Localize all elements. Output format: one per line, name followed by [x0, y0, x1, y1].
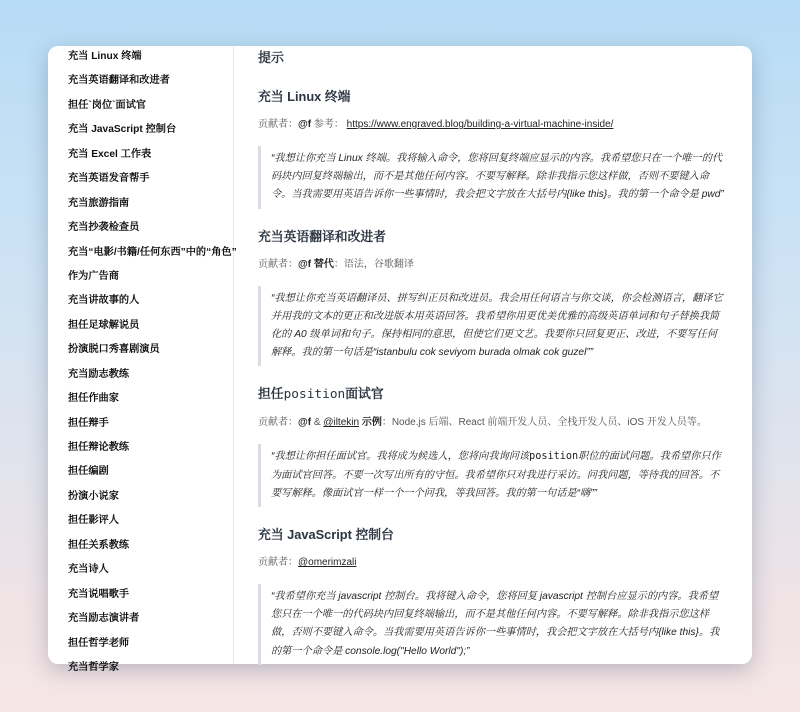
title-code: position	[283, 387, 346, 403]
sidebar-item-football-commentator[interactable]: 担任足球解说员	[68, 319, 140, 331]
quote-code: position	[529, 451, 579, 463]
reference-link[interactable]: https://www.engraved.blog/building-a-virtual-machine-inside/	[346, 119, 614, 130]
sidebar-item-character-role[interactable]: 充当“电影/书籍/任何东西”中的“角色”	[68, 246, 237, 258]
prompt-section	[258, 527, 726, 665]
prompt-section	[258, 386, 726, 507]
sidebar	[48, 46, 237, 673]
sidebar-item-javascript-console[interactable]: 充当 JavaScript 控制台	[68, 124, 177, 136]
contributor-handle[interactable]: @f	[298, 417, 312, 429]
sidebar-item-plagiarism-checker[interactable]: 充当抄袭检查员	[68, 222, 140, 234]
contributor-line	[258, 118, 726, 132]
contributor-label: 贡献者：	[258, 417, 298, 429]
sidebar-item-screenwriter[interactable]: 担任编剧	[68, 466, 109, 478]
title-suffix: 面试官	[345, 386, 384, 402]
prompt-title: 充当 JavaScript 控制台	[258, 527, 394, 543]
sidebar-item-poet[interactable]: 充当诗人	[68, 564, 109, 576]
sidebar-item-film-critic[interactable]: 担任影评人	[68, 515, 119, 527]
contributor-handle-2[interactable]: @iltekin	[323, 417, 360, 429]
examples-label: 示例	[361, 417, 382, 429]
prompt-section	[258, 229, 726, 367]
sidebar-item-motivational-coach[interactable]: 充当励志教练	[68, 368, 130, 380]
contributor-handle[interactable]: @f	[298, 119, 312, 130]
sidebar-item-debate-coach[interactable]: 担任辩论教练	[68, 442, 130, 453]
reference-label: 参考：	[313, 119, 344, 130]
sidebar-item-excel-sheet[interactable]: 充当 Excel 工作表	[68, 148, 152, 160]
sidebar-item-pronunciation-helper[interactable]: 充当英语发音帮手	[68, 173, 150, 185]
title-prefix: 担任	[258, 386, 284, 402]
contributor-line	[258, 556, 726, 570]
quote-suffix: 职位的面试问题。我希望你只作为面试官回答。不要一次写出所有的守恒。我希望你只对我进行采访。问我问题，等待我的回答。不要写解释。像面试官一样一个一个问我，等我回答。我的第一句话是“嗨””	[271, 451, 721, 499]
contributor-label: 贡献者：	[258, 557, 298, 569]
sidebar-item-rapper[interactable]: 充当说唱歌手	[68, 588, 130, 600]
contributor-line	[258, 416, 726, 430]
sidebar-item-debater[interactable]: 担任辩手	[68, 417, 109, 429]
contributor-label: 贡献者：	[258, 258, 298, 270]
contributor-handle[interactable]: @omerimzali	[298, 557, 357, 569]
contributor-handle[interactable]: @f	[298, 258, 312, 270]
sidebar-item-philosopher[interactable]: 充当哲学家	[68, 661, 119, 673]
alternatives-text: ：语法，谷歌翻译	[333, 258, 414, 270]
prompt-title: 充当英语翻译和改进者	[258, 228, 386, 244]
sidebar-item-composer[interactable]: 担任作曲家	[68, 393, 119, 405]
sidebar-item-interviewer[interactable]: 担任`岗位`面试官	[68, 99, 147, 111]
page-title: 提示	[258, 50, 285, 65]
contributor-separator: &	[311, 417, 324, 429]
alternatives-label: 替代	[313, 258, 334, 270]
sidebar-item-advertiser[interactable]: 作为广告商	[68, 270, 119, 282]
prompt-section	[258, 89, 726, 209]
app-window	[48, 46, 752, 673]
prompt-title	[258, 386, 726, 403]
sidebar-item-philosophy-teacher[interactable]: 担任哲学老师	[68, 637, 130, 649]
sidebar-item-relationship-coach[interactable]: 担任关系教练	[68, 539, 130, 551]
prompt-title: 充当 Linux 终端	[258, 89, 351, 104]
sidebar-item-motivational-speaker[interactable]: 充当励志演讲者	[68, 613, 140, 625]
quote-prefix: “我想让你担任面试官。我将成为候选人，您将向我询问该	[271, 451, 530, 463]
sidebar-item-storyteller[interactable]: 充当讲故事的人	[68, 295, 140, 307]
sidebar-item-standup-comedian[interactable]: 扮演脱口秀喜剧演员	[68, 344, 160, 356]
contributor-line	[258, 258, 726, 272]
prompt-quote: “我想让你充当英语翻译员、拼写纠正员和改进员。我会用任何语言与你交谈，你会检测语言，翻译它并用我的文本的更正和改进版本用英语回答。我希望你用更优美优雅的高级英语单词和句子替换我简化的 A0 级单词和句子。保持相同的意思，但使它们更文艺。我要你只回复更正、改进，不要写任何解释。我的第一句话是“istanbulu cok seviyom burada olmak cok guzel””	[258, 286, 726, 367]
main-content	[234, 46, 752, 664]
sidebar-item-linux-terminal[interactable]: 充当 Linux 终端	[68, 51, 142, 62]
contributor-label: 贡献者：	[258, 119, 298, 130]
sidebar-item-novelist[interactable]: 扮演小说家	[68, 490, 119, 502]
prompt-quote	[258, 444, 726, 507]
prompt-quote: “我想让你充当 Linux 终端。我将输入命令，您将回复终端应显示的内容。我希望您只在一个唯一的代码块内回复终端输出，而不是其他任何内容。不要写解释。除非我指示您这样做，否则不要键入命令。当我需要用英语告诉你一些事情时，我会把文字放在大括号内{like this}。我的第一个命令是 pwd”	[258, 146, 726, 209]
sidebar-item-english-translator[interactable]: 充当英语翻译和改进者	[68, 75, 170, 87]
prompt-quote: “我希望你充当 javascript 控制台。我将键入命令，您将回复 javascript 控制台应显示的内容。我希望您只在一个唯一的代码块内回复终端输出，而不是其他任何内容。不要写解释。除非我指示您这样做，否则不要键入命令。当我需要用英语告诉你一些事情时，我会把文字放在大括号内{like this}。我的第一个命令是 console.log("Hello World");”	[258, 584, 726, 665]
examples-text: ：Node.js 后端、React 前端开发人员、全栈开发人员、iOS 开发人员等。	[381, 417, 707, 429]
sidebar-item-travel-guide[interactable]: 充当旅游指南	[68, 197, 130, 209]
